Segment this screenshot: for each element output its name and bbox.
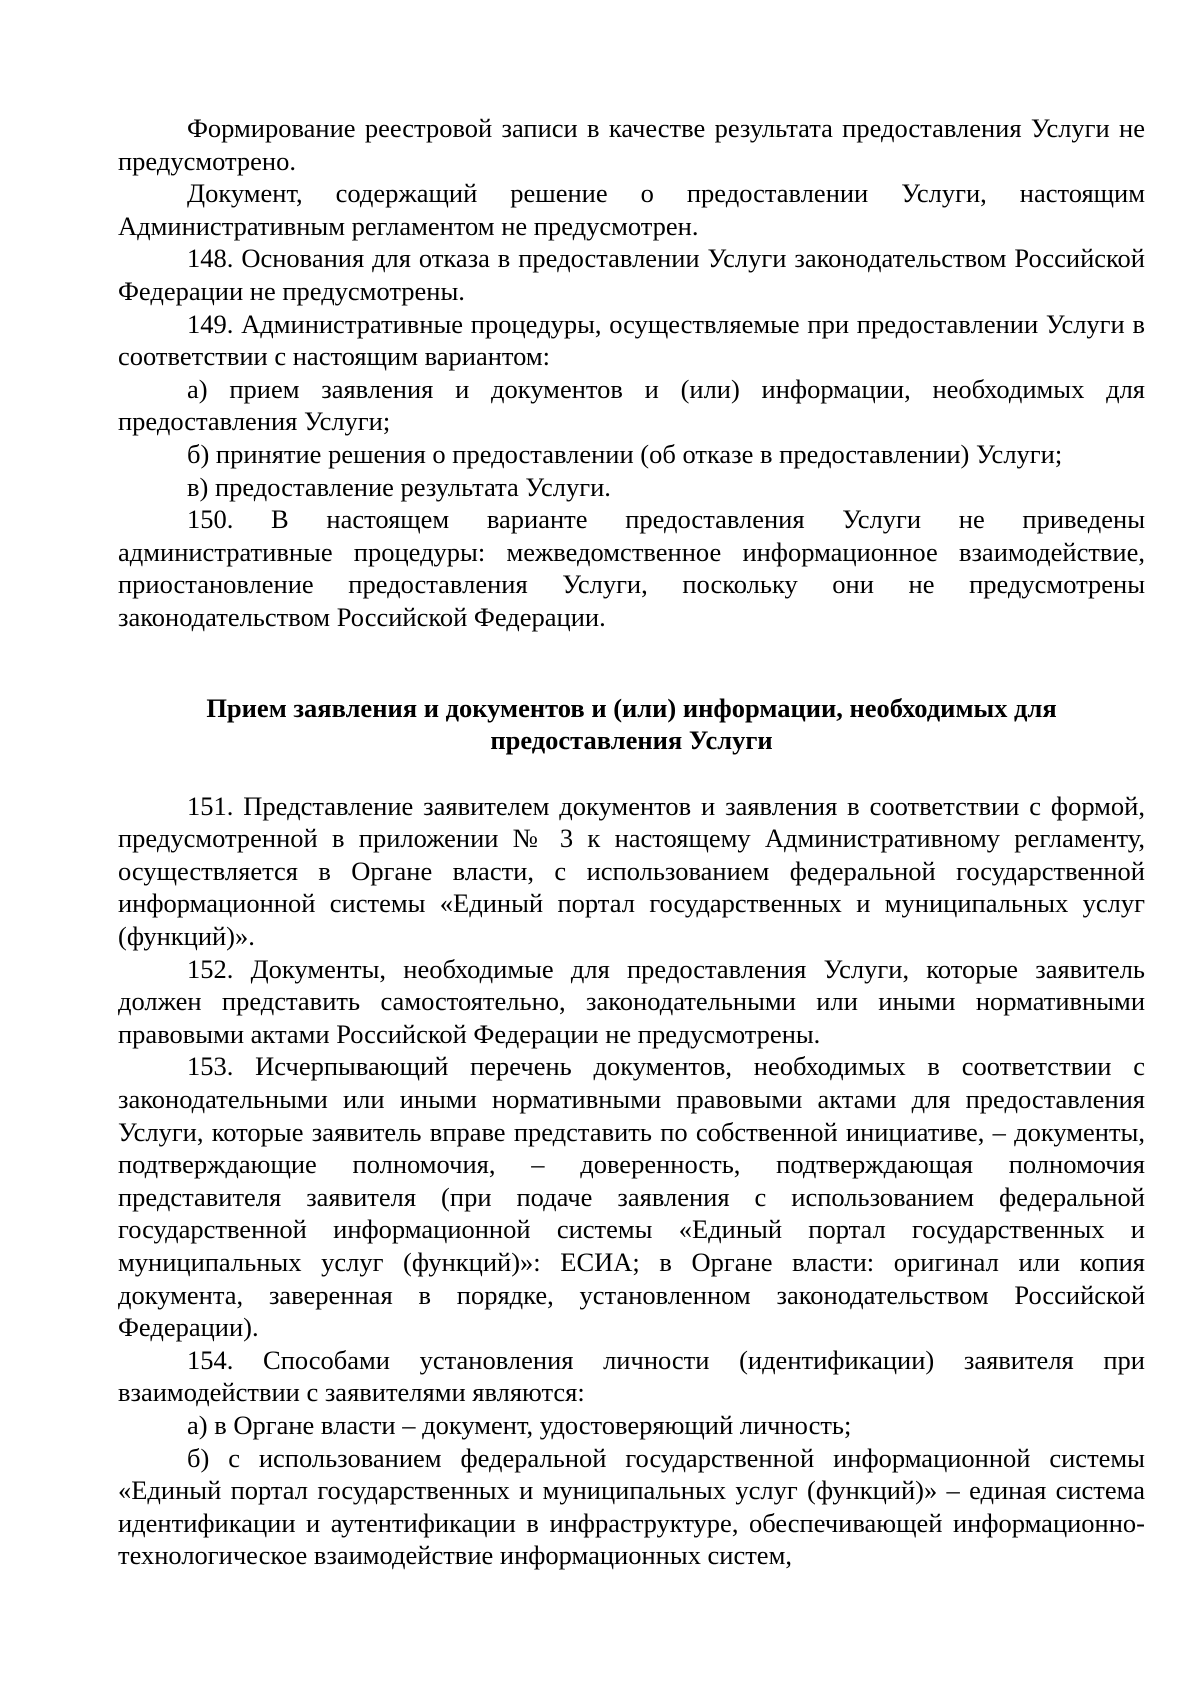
paragraph-154: 154. Способами установления личности (идентификации) заявителя при взаимодействии с заявителями являются: bbox=[118, 1344, 1145, 1408]
paragraph-154-a: а) в Органе власти – документ, удостоверяющий личность; bbox=[187, 1409, 852, 1440]
section-heading-line-2: предоставления Услуги bbox=[490, 725, 773, 756]
document-page bbox=[118, 112, 1145, 1572]
paragraph-148: 148. Основания для отказа в предоставлении Услуги законодательством Российской Федерации не предусмотрены. bbox=[118, 243, 1145, 306]
paragraph-149-b: б) принятие решения о предоставлении (об отказе в предоставлении) Услуги; bbox=[187, 438, 1063, 469]
paragraph-decision-document: Документ, содержащий решение о предоставлении Услуги, настоящим Административным регламентом не предусмотрен. bbox=[118, 178, 1145, 241]
section-heading-line-1: Прием заявления и документов и (или) информации, необходимых для bbox=[206, 692, 1057, 723]
paragraph-149: 149. Административные процедуры, осуществляемые при предоставлении Услуги в соответствии с настоящим вариантом: bbox=[118, 308, 1145, 372]
paragraph-149-a: а) прием заявления и документов и (или) информации, необходимых для предоставления Услуги; bbox=[118, 373, 1145, 437]
paragraph-154-b: б) с использованием федеральной государственной информационной системы «Единый портал государственных и муниципальных услуг (функций)» – единая система идентификации и аутентификации в инфраструктуре, обеспечивающей информационно-технологическое взаимодействие информационных систем, bbox=[118, 1442, 1145, 1571]
paragraph-151: 151. Представление заявителем документов и заявления в соответствии с формой, предусмотренной в приложении № 3 к настоящему Административному регламенту, осуществляется в Органе власти, с использованием федеральной государственной информационной системы «Единый портал государственных и муниципальных услуг (функций)». bbox=[118, 790, 1145, 952]
paragraph-registry-record: Формирование реестровой записи в качестве результата предоставления Услуги не предусмотрено. bbox=[118, 113, 1145, 176]
paragraph-150: 150. В настоящем варианте предоставления Услуги не приведены административные процедуры: межведомственное информационное взаимодействие, приостановление предоставления Услуги, поскольку они не предусмотрены законодательством Российской Федерации. bbox=[118, 504, 1145, 632]
paragraph-149-c: в) предоставление результата Услуги. bbox=[187, 471, 611, 502]
section-heading bbox=[118, 692, 1145, 757]
paragraph-152: 152. Документы, необходимые для предоставления Услуги, которые заявитель должен представить самостоятельно, законодательными или иными нормативными правовыми актами Российской Федерации не предусмотрены. bbox=[118, 953, 1145, 1049]
paragraph-153: 153. Исчерпывающий перечень документов, необходимых в соответствии с законодательными или иными нормативными правовыми актами для предоставления Услуги, которые заявитель вправе представить по собственной инициативе, – документы, подтверждающие полномочия, – доверенность, подтверждающая полномочия представителя заявителя (при подаче заявления с использованием федеральной государственной информационной системы «Единый портал государственных и муниципальных услуг (функций)»: ЕСИА; в Органе власти: оригинал или копия документа, заверенная в порядке, установленном законодательством Российской Федерации). bbox=[118, 1051, 1145, 1343]
